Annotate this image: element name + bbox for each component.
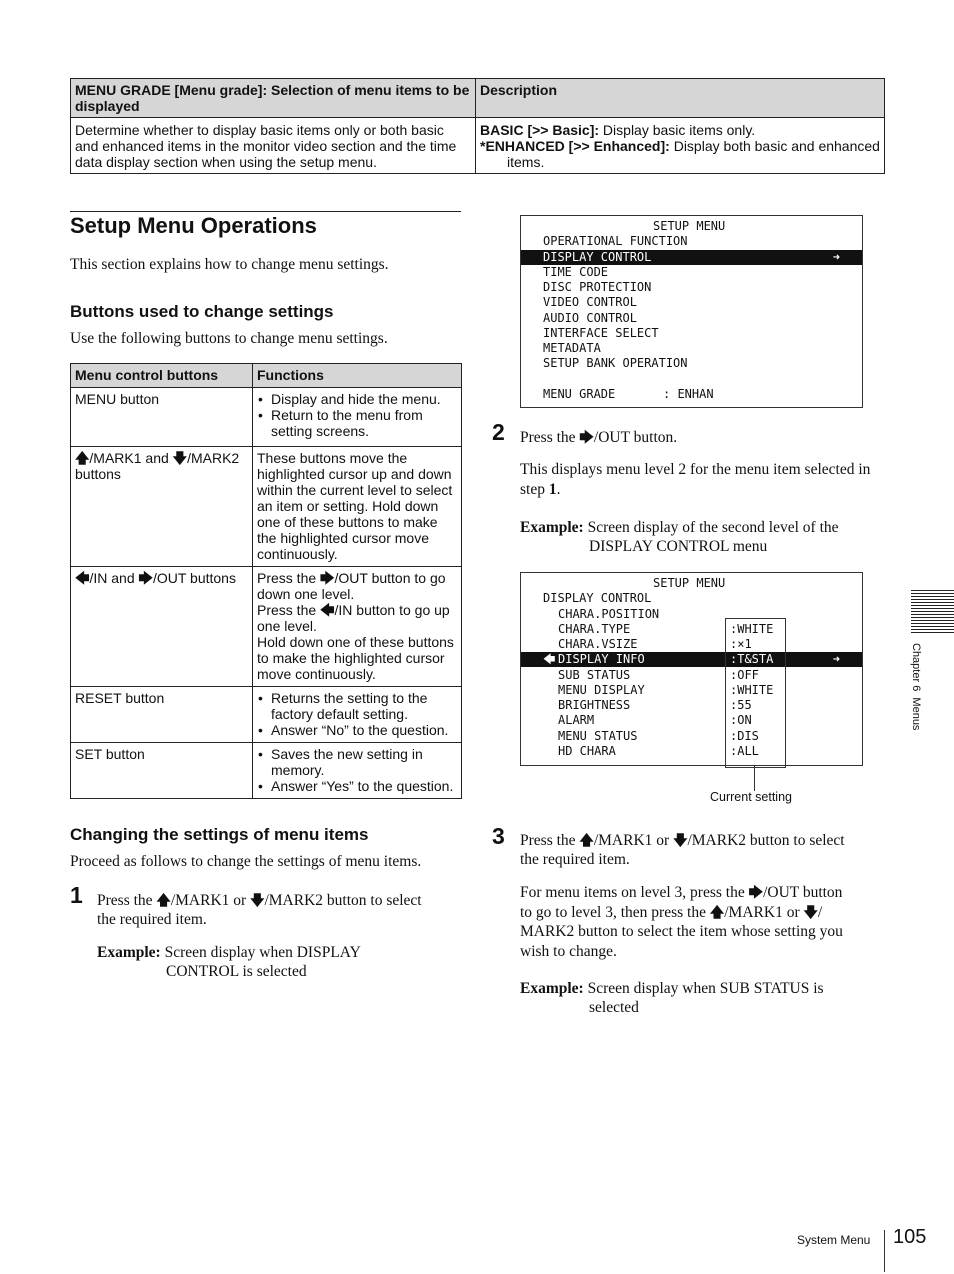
step-1-text xyxy=(97,891,467,929)
text-part: Press the xyxy=(520,429,580,446)
example-label: Example: xyxy=(520,980,584,997)
text-part: . xyxy=(556,481,561,498)
table-row xyxy=(71,567,462,687)
col-functions: Functions xyxy=(253,364,462,388)
list-item: • Answer “Yes” to the question. xyxy=(257,778,457,794)
text-part: Hold down one of these buttons to make the highlighted cursor move continuously. xyxy=(257,634,454,682)
menu-grade-value: : ENHAN xyxy=(663,387,714,401)
menu-item: METADATA xyxy=(543,341,601,355)
button-name xyxy=(71,567,253,687)
step-2-example xyxy=(520,518,839,556)
arrow-down-icon: 🡇 xyxy=(673,832,688,848)
table-row xyxy=(71,447,462,567)
menu-item: HD CHARA xyxy=(558,744,616,758)
menu-item: SETUP BANK OPERATION xyxy=(543,356,688,370)
step-3-number: 3 xyxy=(492,823,505,849)
chapter-side-label: Chapter 6 Menus xyxy=(910,643,922,731)
example-text: DISPLAY CONTROL menu xyxy=(589,538,768,555)
button-name xyxy=(71,447,253,567)
menu-item: CHARA.TYPE xyxy=(558,622,631,636)
setup-menu-screen-2 xyxy=(520,572,863,766)
button-function xyxy=(253,388,462,447)
step-2-number: 2 xyxy=(492,419,505,445)
menu-item: ALARM xyxy=(558,713,595,727)
step-3-example xyxy=(520,979,824,1017)
arrow-down-icon: 🡇 xyxy=(172,450,188,466)
buttons-table xyxy=(70,363,462,799)
text-part: Press the xyxy=(257,602,321,618)
setting-value: :DIS xyxy=(730,729,759,743)
arrow-right-icon: ➜ xyxy=(832,250,840,264)
section-intro: This section explains how to change menu settings. xyxy=(70,256,389,273)
example-label: Example: xyxy=(520,519,584,536)
arrow-down-icon: 🡇 xyxy=(803,903,818,920)
screen-title: SETUP MENU xyxy=(653,219,726,233)
menu-item: CHARA.POSITION xyxy=(558,607,660,621)
menu-grade-header: MENU GRADE [Menu grade]: Selection of menu items to be displayed xyxy=(71,79,476,118)
basic-text: Display basic items only. xyxy=(599,122,756,138)
arrow-down-icon: 🡇 xyxy=(250,892,265,908)
text-part: /OUT button. xyxy=(593,429,678,446)
button-name: MENU button xyxy=(71,388,253,447)
footer-section: System Menu xyxy=(797,1233,871,1247)
list-item: • Returns the setting to the factory default setting. xyxy=(257,690,457,722)
step-3-para xyxy=(520,883,888,961)
text-part: the required item. xyxy=(520,851,630,868)
button-function xyxy=(253,687,462,743)
list-item: • Return to the menu from setting screens. xyxy=(257,407,457,439)
callout-current-setting: Current setting xyxy=(710,790,792,804)
setting-value: :WHITE xyxy=(730,683,774,697)
text-part: /MARK1 or xyxy=(724,903,804,921)
arrow-up-icon: 🡅 xyxy=(75,450,90,466)
example-label: Example: xyxy=(97,944,161,961)
button-name: RESET button xyxy=(71,687,253,743)
arrow-up-icon: 🡅 xyxy=(709,903,725,920)
menu-item: CHARA.VSIZE xyxy=(558,637,638,651)
table-row xyxy=(71,743,462,799)
changing-heading: Changing the settings of menu items xyxy=(70,825,369,844)
text-part: Press the xyxy=(520,832,580,849)
text-part: /MARK1 or xyxy=(593,832,674,849)
text-part: /MARK1 or xyxy=(170,892,251,909)
arrow-right-icon: 🡆 xyxy=(579,429,594,445)
menu-grade-table xyxy=(70,78,885,174)
list-item: • Saves the new setting in memory. xyxy=(257,746,457,778)
text-part: This displays menu level 2 for the menu item selected in step xyxy=(520,461,871,498)
text-part: MARK2 button to select the item whose setting you xyxy=(520,923,843,940)
step-3-text xyxy=(520,831,888,869)
text-part: Press the xyxy=(97,892,157,909)
arrow-right-icon: 🡆 xyxy=(320,570,335,586)
example-text: Screen display when SUB STATUS is xyxy=(583,980,824,997)
menu-item-highlighted xyxy=(521,250,862,265)
step-1-example xyxy=(97,943,361,981)
menu-parent: DISPLAY CONTROL xyxy=(543,591,652,605)
menu-item: SUB STATUS xyxy=(558,668,631,682)
text-part: the required item. xyxy=(97,911,207,928)
text-part: /MARK2 button to select xyxy=(264,892,422,909)
section-title: Setup Menu Operations xyxy=(70,213,317,238)
text-part: For menu items on level 3, press the xyxy=(520,884,749,901)
label-part: /MARK1 and xyxy=(89,450,173,466)
setting-value: :OFF xyxy=(730,668,759,682)
arrow-left-icon: 🡄 xyxy=(75,570,90,586)
col-menu-control-buttons: Menu control buttons xyxy=(71,364,253,388)
setting-value: :WHITE xyxy=(730,622,774,636)
enhanced-text: Display both basic and enhanced items. xyxy=(507,138,880,170)
step-ref: 1 xyxy=(548,481,557,498)
menu-item-label: DISPLAY CONTROL xyxy=(543,250,652,264)
example-text: selected xyxy=(589,999,639,1016)
menu-grade-description xyxy=(476,118,885,174)
page-number: 105 xyxy=(893,1226,927,1248)
text-part: Press the xyxy=(257,570,321,586)
label-part: /OUT buttons xyxy=(152,570,236,586)
text-part: /IN button to go up one level. xyxy=(257,602,450,634)
text-part: to go to level 3, then press the xyxy=(520,903,710,921)
menu-item-label: DISPLAY INFO xyxy=(558,652,645,666)
setting-value: :ALL xyxy=(730,744,759,758)
step-1-number: 1 xyxy=(70,882,83,908)
menu-item: TIME CODE xyxy=(543,265,609,279)
table-row xyxy=(71,388,462,447)
footer-divider xyxy=(884,1230,885,1272)
enhanced-label: *ENHANCED [>> Enhanced]: xyxy=(480,138,670,154)
example-text: Screen display of the second level of the xyxy=(583,519,839,536)
button-name: SET button xyxy=(71,743,253,799)
setup-menu-screen-1 xyxy=(520,215,863,408)
text-part: / xyxy=(817,903,823,921)
menu-item: AUDIO CONTROL xyxy=(543,311,637,325)
arrow-up-icon: 🡅 xyxy=(579,832,594,848)
text-part: wish to change. xyxy=(520,942,617,960)
text-part: /OUT button to go down one level. xyxy=(257,570,446,602)
buttons-intro: Use the following buttons to change menu settings. xyxy=(70,330,388,347)
button-function xyxy=(253,743,462,799)
arrow-up-icon: 🡅 xyxy=(156,892,171,908)
arrow-right-icon: ➜ xyxy=(832,652,840,666)
changing-intro: Proceed as follows to change the settings of menu items. xyxy=(70,853,422,870)
menu-grade-label: MENU GRADE xyxy=(543,387,616,401)
buttons-heading: Buttons used to change settings xyxy=(70,302,334,321)
setting-value: :ON xyxy=(730,713,752,727)
screen-title: SETUP MENU xyxy=(653,576,726,590)
arrow-left-icon: 🡄 xyxy=(543,652,556,666)
setting-value: :T&STA xyxy=(730,652,774,666)
label-part: /IN and xyxy=(89,570,139,586)
callout-line xyxy=(754,765,755,791)
menu-item: VIDEO CONTROL xyxy=(543,295,637,309)
label-part: /MARK2 buttons xyxy=(75,450,240,482)
menu-item: BRIGHTNESS xyxy=(558,698,631,712)
section-rule xyxy=(70,211,461,212)
step-2-text xyxy=(520,428,677,447)
description-header: Description xyxy=(476,79,885,118)
list-item: • Display and hide the menu. xyxy=(257,391,457,407)
list-item: • Answer “No” to the question. xyxy=(257,722,457,738)
text-part: /MARK2 button to select xyxy=(687,832,845,849)
menu-item: DISC PROTECTION xyxy=(543,280,652,294)
menu-item: OPERATIONAL FUNCTION xyxy=(543,234,688,248)
menu-item: INTERFACE SELECT xyxy=(543,326,659,340)
example-text: Screen display when DISPLAY xyxy=(160,944,361,961)
arrow-right-icon: 🡆 xyxy=(748,884,764,900)
menu-item: MENU STATUS xyxy=(558,729,638,743)
arrow-left-icon: 🡄 xyxy=(320,602,335,618)
chapter-tab-marker xyxy=(911,590,954,634)
menu-item-highlighted xyxy=(521,652,862,667)
setting-value: :55 xyxy=(730,698,752,712)
text-part: /OUT button xyxy=(763,884,843,901)
menu-grade-body: Determine whether to display basic items only or both basic and enhanced items in the monitor video section and the time data display section when using the setup menu. xyxy=(71,118,476,174)
arrow-right-icon: 🡆 xyxy=(138,570,153,586)
button-function: These buttons move the highlighted cursor up and down within the current level to select an item or setting. Hold down one of these buttons to make the highlighted cursor move continuously. xyxy=(253,447,462,567)
button-function xyxy=(253,567,462,687)
setting-value: :×1 xyxy=(730,637,752,651)
example-text: CONTROL is selected xyxy=(166,963,307,980)
table-row xyxy=(71,687,462,743)
menu-item: MENU DISPLAY xyxy=(558,683,645,697)
basic-label: BASIC [>> Basic]: xyxy=(480,122,600,138)
step-2-para xyxy=(520,460,888,500)
